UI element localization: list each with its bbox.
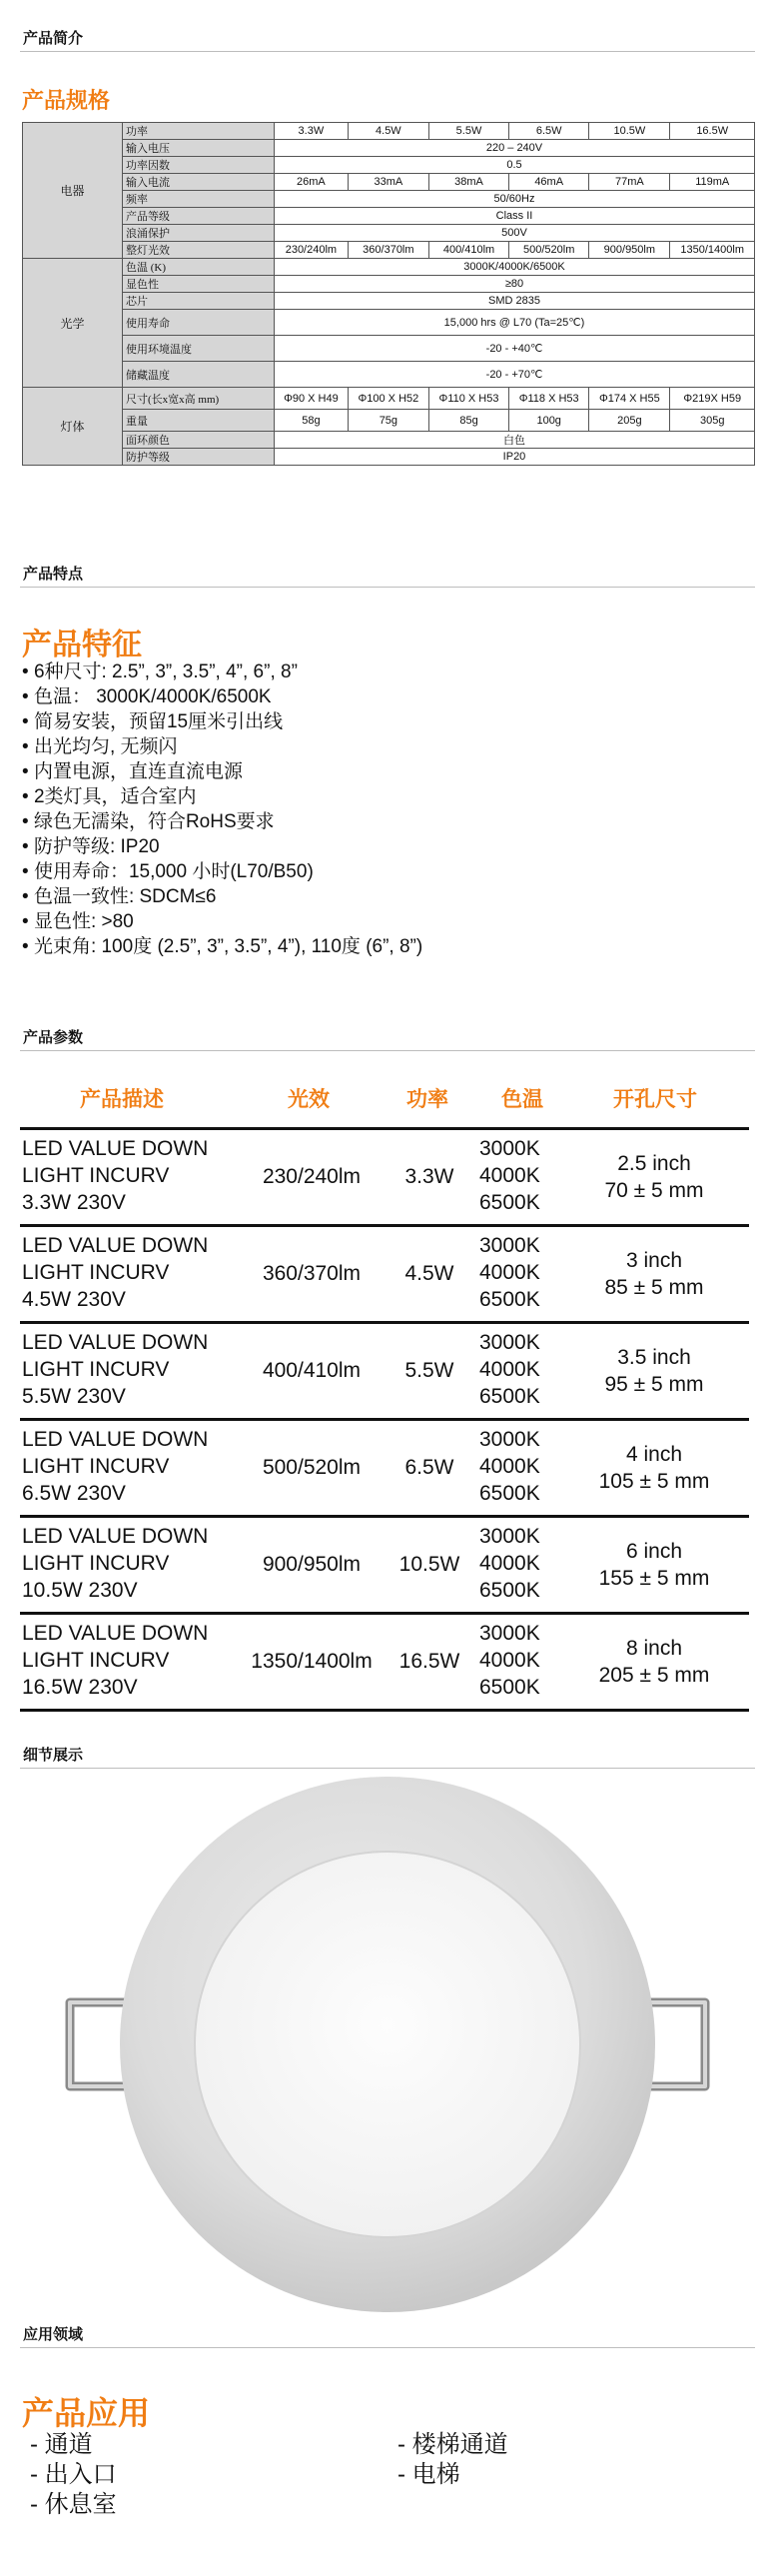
cct-line: 3000K <box>479 1428 540 1451</box>
power-cell: 4.5W <box>404 1262 454 1285</box>
spec-row-grade <box>23 208 755 225</box>
spec-row-ambient <box>23 336 755 362</box>
spec-cell: 4.5W <box>348 123 428 140</box>
section-title: 产品简介 <box>23 30 84 47</box>
spec-row-weight <box>23 410 755 432</box>
desc-line: LED VALUE DOWN <box>22 1622 209 1645</box>
spec-label: 防护等级 <box>123 449 275 466</box>
params-header-row <box>20 1077 749 1127</box>
table-row <box>20 1421 749 1515</box>
spec-row-ip <box>23 449 755 466</box>
spec-cell: Class II <box>275 208 755 225</box>
table-row <box>20 1130 749 1224</box>
cutout-cell <box>579 1150 729 1204</box>
spec-cell: 1350/1400lm <box>670 242 755 259</box>
cutout-line: 205 ± 5 mm <box>598 1664 710 1687</box>
desc-line: 5.5W 230V <box>22 1385 126 1408</box>
spec-label: 浪涌保护 <box>123 225 275 242</box>
spec-label: 尺寸(长x宽x高 mm) <box>123 388 275 410</box>
feature-item: • 色温一致性: SDCM≤6 <box>22 884 422 909</box>
feature-item: • 使用寿命：15,000 小时(L70/B50) <box>22 859 422 884</box>
desc-line: 6.5W 230V <box>22 1482 126 1505</box>
spec-cell: 46mA <box>509 174 589 191</box>
header-cutout: 开孔尺寸 <box>613 1088 697 1111</box>
section-title: 产品参数 <box>23 1029 84 1046</box>
product-description <box>22 1523 252 1604</box>
power-cell: 10.5W <box>398 1553 460 1576</box>
product-description <box>22 1135 252 1216</box>
spec-row-cct <box>23 259 755 276</box>
cutout-cell <box>579 1247 729 1301</box>
application-list-left <box>30 2430 117 2520</box>
cutout-line: 95 ± 5 mm <box>604 1373 704 1396</box>
cutout-cell <box>579 1441 729 1495</box>
cct-line: 6500K <box>479 1288 540 1311</box>
desc-line: LIGHT INCURV <box>22 1455 170 1478</box>
desc-line: LIGHT INCURV <box>22 1358 170 1381</box>
spec-label: 输入电压 <box>123 140 275 157</box>
table-row <box>20 1518 749 1612</box>
spec-cell: 500V <box>275 225 755 242</box>
spec-label: 频率 <box>123 191 275 208</box>
spec-cell: 900/950lm <box>589 242 670 259</box>
spec-cell: 15,000 hrs @ L70 (Ta=25℃) <box>275 310 755 336</box>
table-row <box>20 1324 749 1418</box>
product-description <box>22 1426 252 1507</box>
application-item: - 通道 <box>30 2431 93 2458</box>
cutout-cell <box>579 1538 729 1592</box>
spec-row-life <box>23 310 755 336</box>
spec-cell: -20 - +40℃ <box>275 336 755 362</box>
spec-cell: 77mA <box>589 174 670 191</box>
desc-line: LED VALUE DOWN <box>22 1137 209 1160</box>
section-title: 应用领域 <box>23 2326 84 2343</box>
spec-cell: 500/520lm <box>509 242 589 259</box>
spec-cell: 220 – 240V <box>275 140 755 157</box>
product-description <box>22 1329 252 1410</box>
spec-cell: IP20 <box>275 449 755 466</box>
header-description: 产品描述 <box>80 1088 164 1111</box>
section-title: 产品特点 <box>23 566 84 583</box>
cct-line: 6500K <box>479 1385 540 1408</box>
spec-label: 输入电流 <box>123 174 275 191</box>
power-cell: 6.5W <box>404 1456 454 1479</box>
cct-line: 3000K <box>479 1525 540 1548</box>
spec-cell: -20 - +70℃ <box>275 362 755 388</box>
spec-title: 产品规格 <box>22 88 111 113</box>
spec-row-power <box>23 123 755 140</box>
cct-line: 6500K <box>479 1676 540 1699</box>
feature-item: • 简易安装，预留15厘米引出线 <box>22 709 422 734</box>
power-cell: 3.3W <box>404 1165 454 1188</box>
desc-line: LED VALUE DOWN <box>22 1525 209 1548</box>
spec-cell: 100g <box>509 410 589 432</box>
spec-row-storage <box>23 362 755 388</box>
group-optical: 光学 <box>23 259 123 388</box>
cct-line: 4000K <box>479 1261 540 1284</box>
group-lamp: 灯体 <box>23 388 123 466</box>
cct-cell <box>479 1426 559 1507</box>
spec-cell: 400/410lm <box>428 242 508 259</box>
header-cct: 色温 <box>501 1088 543 1111</box>
spec-cell: 38mA <box>428 174 508 191</box>
cct-line: 4000K <box>479 1164 540 1187</box>
spec-cell: 3000K/4000K/6500K <box>275 259 755 276</box>
spec-row-flux <box>23 242 755 259</box>
desc-line: 16.5W 230V <box>22 1676 138 1699</box>
efficacy-cell: 1350/1400lm <box>251 1650 373 1673</box>
spec-row-cri <box>23 276 755 293</box>
spec-label: 色温 (K) <box>123 259 275 276</box>
cct-cell <box>479 1329 559 1410</box>
spec-label: 功率因数 <box>123 157 275 174</box>
spec-cell: 33mA <box>348 174 428 191</box>
feature-item: • 防护等级: IP20 <box>22 834 422 859</box>
spec-label: 使用环境温度 <box>123 336 275 362</box>
cutout-line: 70 ± 5 mm <box>604 1179 704 1202</box>
cct-line: 6500K <box>479 1482 540 1505</box>
cutout-line: 4 inch <box>625 1443 683 1466</box>
desc-line: 4.5W 230V <box>22 1288 126 1311</box>
feature-item: • 色温： 3000K/4000K/6500K <box>22 684 422 709</box>
application-item: - 出入口 <box>30 2461 117 2488</box>
cct-line: 4000K <box>479 1358 540 1381</box>
spec-cell: 75g <box>348 410 428 432</box>
product-description <box>22 1232 252 1313</box>
efficacy-cell: 400/410lm <box>262 1359 362 1382</box>
cutout-line: 2.5 inch <box>617 1152 691 1175</box>
spec-cell: 58g <box>275 410 349 432</box>
cutout-line: 155 ± 5 mm <box>598 1567 710 1590</box>
spec-cell: 10.5W <box>589 123 670 140</box>
cutout-cell <box>579 1344 729 1398</box>
cct-cell <box>479 1232 559 1313</box>
application-item: - 休息室 <box>30 2491 117 2518</box>
efficacy-cell: 230/240lm <box>262 1165 362 1188</box>
cct-cell <box>479 1523 559 1604</box>
spec-cell: 5.5W <box>428 123 508 140</box>
cct-line: 4000K <box>479 1649 540 1672</box>
spec-cell: Φ174 X H55 <box>589 388 670 410</box>
cutout-cell <box>579 1635 729 1689</box>
table-rule <box>20 1709 749 1712</box>
desc-line: LED VALUE DOWN <box>22 1331 209 1354</box>
cutout-line: 105 ± 5 mm <box>598 1470 710 1493</box>
cct-line: 4000K <box>479 1455 540 1478</box>
spec-cell: Φ219X H59 <box>670 388 755 410</box>
cct-line: 3000K <box>479 1331 540 1354</box>
spec-label: 显色性 <box>123 276 275 293</box>
downlight-product-image <box>20 1775 755 2314</box>
spec-cell: 0.5 <box>275 157 755 174</box>
spec-cell: 6.5W <box>509 123 589 140</box>
efficacy-cell: 500/520lm <box>262 1456 362 1479</box>
section-header-application <box>20 2316 755 2348</box>
spec-cell: ≥80 <box>275 276 755 293</box>
header-efficacy: 光效 <box>288 1088 330 1111</box>
power-cell: 16.5W <box>398 1650 460 1673</box>
spec-label: 产品等级 <box>123 208 275 225</box>
cutout-line: 3 inch <box>625 1249 683 1272</box>
spec-cell: 360/370lm <box>348 242 428 259</box>
efficacy-cell: 900/950lm <box>262 1553 362 1576</box>
desc-line: LIGHT INCURV <box>22 1649 170 1672</box>
application-list-right <box>397 2430 508 2490</box>
cct-line: 3000K <box>479 1137 540 1160</box>
cutout-line: 8 inch <box>625 1637 683 1660</box>
spec-cell: Φ118 X H53 <box>509 388 589 410</box>
section-header-features <box>20 556 755 588</box>
application-item: - 电梯 <box>397 2461 460 2488</box>
spec-label: 芯片 <box>123 293 275 310</box>
spec-label: 使用寿命 <box>123 310 275 336</box>
spec-cell: Φ110 X H53 <box>428 388 508 410</box>
cct-line: 6500K <box>479 1191 540 1214</box>
spec-row-size <box>23 388 755 410</box>
spec-label: 功率 <box>123 123 275 140</box>
spec-label: 面环颜色 <box>123 432 275 449</box>
spec-cell: 3.3W <box>275 123 349 140</box>
spec-row-surge <box>23 225 755 242</box>
spec-row-voltage <box>23 140 755 157</box>
desc-line: LED VALUE DOWN <box>22 1428 209 1451</box>
group-electrical: 电器 <box>23 123 123 259</box>
table-row <box>20 1615 749 1709</box>
feature-item: • 2类灯具，适合室内 <box>22 784 422 809</box>
spec-cell: 305g <box>670 410 755 432</box>
table-row <box>20 1227 749 1321</box>
spec-cell: 119mA <box>670 174 755 191</box>
spec-cell: 50/60Hz <box>275 191 755 208</box>
section-title: 细节展示 <box>23 1747 84 1764</box>
spec-cell: 26mA <box>275 174 349 191</box>
desc-line: 3.3W 230V <box>22 1191 126 1214</box>
cct-line: 3000K <box>479 1234 540 1257</box>
spec-cell: Φ100 X H52 <box>348 388 428 410</box>
application-title: 产品应用 <box>22 2395 151 2431</box>
desc-line: LIGHT INCURV <box>22 1552 170 1575</box>
product-description <box>22 1620 252 1701</box>
cct-line: 6500K <box>479 1579 540 1602</box>
spec-label: 储藏温度 <box>123 362 275 388</box>
cutout-line: 6 inch <box>625 1540 683 1563</box>
spec-cell: Φ90 X H49 <box>275 388 349 410</box>
spec-cell: 205g <box>589 410 670 432</box>
efficacy-cell: 360/370lm <box>262 1262 362 1285</box>
spec-cell: 85g <box>428 410 508 432</box>
feature-item: • 内置电源，直连直流电源 <box>22 759 422 784</box>
spec-table <box>22 122 755 466</box>
feature-list <box>22 659 422 959</box>
spec-cell: 230/240lm <box>275 242 349 259</box>
application-item: - 楼梯通道 <box>397 2431 508 2458</box>
section-header-params <box>20 1019 755 1051</box>
desc-line: LIGHT INCURV <box>22 1261 170 1284</box>
header-power: 功率 <box>406 1088 448 1111</box>
spec-row-pf <box>23 157 755 174</box>
features-title: 产品特征 <box>22 629 142 661</box>
spec-row-ring <box>23 432 755 449</box>
spec-row-freq <box>23 191 755 208</box>
feature-item: • 绿色无濡染，符合RoHS要求 <box>22 809 422 834</box>
feature-item: • 光束角: 100度 (2.5”, 3”, 3.5”, 4”), 110度 (6”, 8”) <box>22 934 422 959</box>
section-header-details <box>20 1737 755 1769</box>
spec-label: 重量 <box>123 410 275 432</box>
power-cell: 5.5W <box>404 1359 454 1382</box>
cct-line: 3000K <box>479 1622 540 1645</box>
spec-row-current <box>23 174 755 191</box>
feature-item: • 显色性: >80 <box>22 909 422 934</box>
cct-cell <box>479 1135 559 1216</box>
spec-cell: SMD 2835 <box>275 293 755 310</box>
cct-line: 4000K <box>479 1552 540 1575</box>
feature-item: • 出光均匀, 无频闪 <box>22 734 422 759</box>
feature-item: • 6种尺寸: 2.5”, 3”, 3.5”, 4”, 6”, 8” <box>22 659 422 684</box>
spec-row-chip <box>23 293 755 310</box>
desc-line: LIGHT INCURV <box>22 1164 170 1187</box>
section-header-intro <box>20 20 755 52</box>
cct-cell <box>479 1620 559 1701</box>
spec-label: 整灯光效 <box>123 242 275 259</box>
cutout-line: 3.5 inch <box>617 1346 691 1369</box>
desc-line: 10.5W 230V <box>22 1579 138 1602</box>
spec-cell: 白色 <box>275 432 755 449</box>
desc-line: LED VALUE DOWN <box>22 1234 209 1257</box>
spec-cell: 16.5W <box>670 123 755 140</box>
cutout-line: 85 ± 5 mm <box>604 1276 704 1299</box>
